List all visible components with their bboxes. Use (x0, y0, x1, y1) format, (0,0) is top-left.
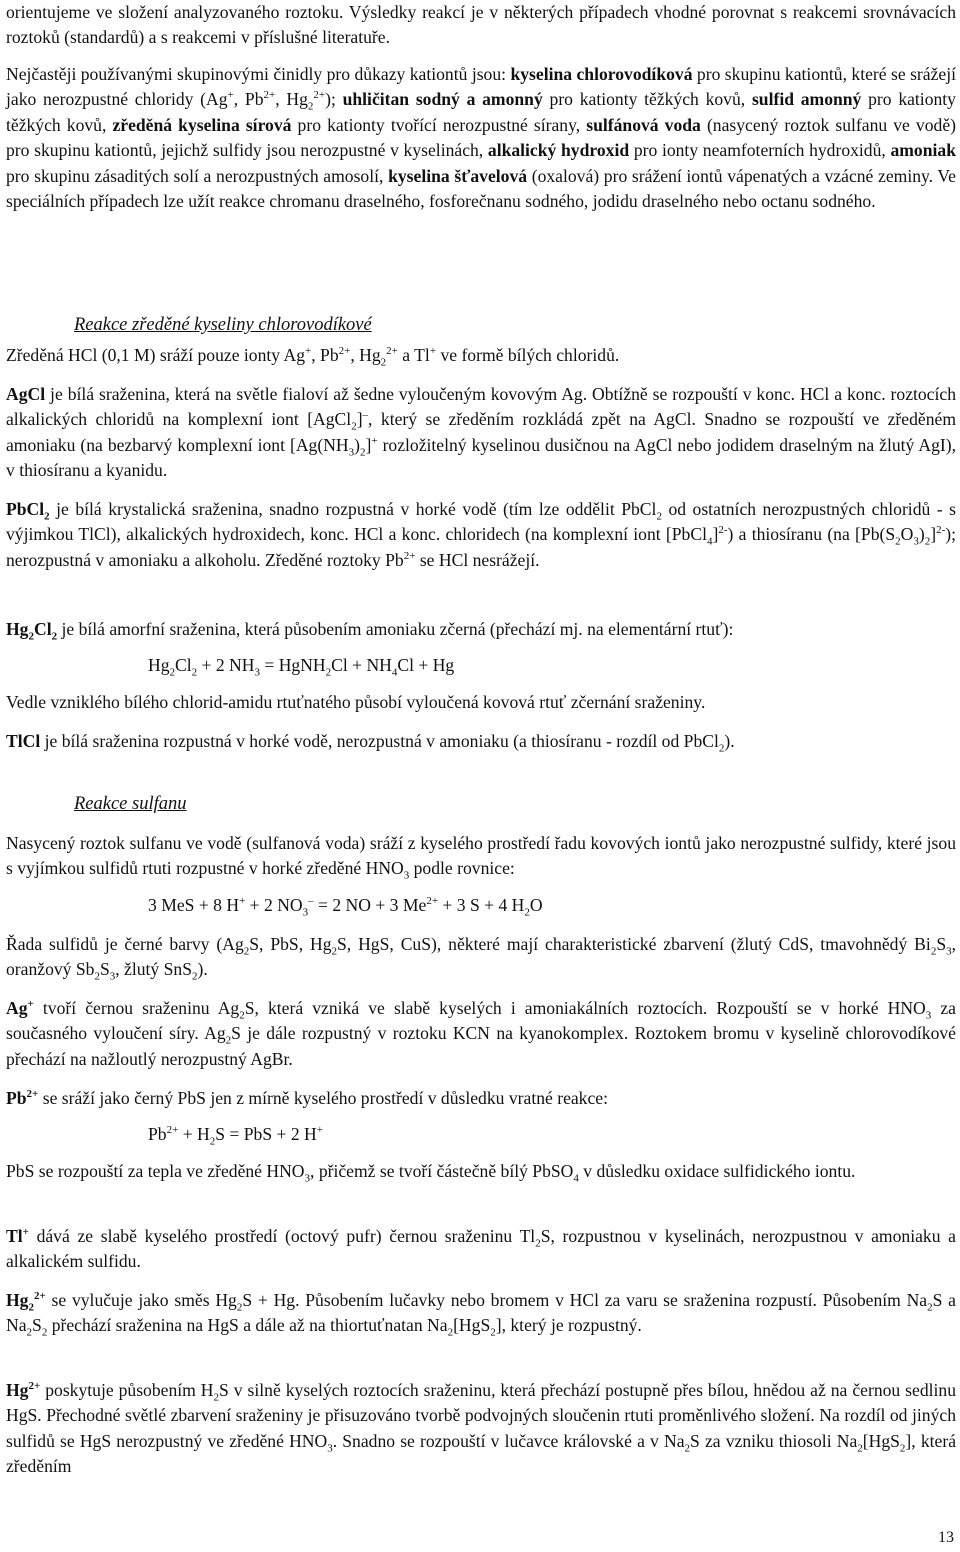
paragraph-group-reagents: Nejčastěji používanými skupinovými činidly pro důkazy kationtů jsou: kyselina chlorovodíková pro skupinu kationtů, které se srážejí jako nerozpustné chloridy (Ag+, $Pb^{2+}$, $Hg_2^{2+}$); uhličitan sodný a amonný pro kationty těžkých kovů, sulfid amonný pro kationty těžkých kovů, zředěná kyselina sírová pro kationty tvořící nerozpustné sírany, sulfánová voda (nasycený roztok sulfanu ve vodě) pro skupinu kationtů, jejichž sulfidy jsou nerozpustné v kyselinách, alkalický hydroxid pro ionty neamfoterních hydroxidů, amoniak pro skupinu zásaditých solí a nerozpustných amosolí, kyselina šťavelová (oxalová) pro srážení iontů vápenatých a vzácné zeminy. Ve speciálních případech lze užít reakce chromanu draselného, fosforečnanu sodného, jodidu draselného nebo octanu sodného. (6, 64, 956, 212)
section-heading-hcl: Reakce zředěné kyseliny chlorovodíkové (74, 315, 372, 335)
paragraph-sulfide-colors: Řada sulfidů je černé barvy ($Ag_2S$, PbS, $Hg_2S$, HgS, CuS), některé mají charakteristické zbarvení (žlutý CdS, tmavohnědý $Bi_2S_3$, oranžový $Sb_2S_3$, žlutý SnS$_2$). (6, 934, 957, 983)
paragraph-hg: $Hg^{2+}$ poskytuje působením $H_2S$ v silně kyselých roztocích sraženinu, která přechází postupně přes bílou, hnědou až na černou sedlinu HgS. Přechodné světlé zbarvení sraženiny je přisuzováno tvorbě podvojných sloučenin rtuti proměnlivého složení. Na rozdíl od jiných sulfidů se HgS nerozpustný ve zředěné $HNO_3$. Snadno se rozpouští v lučavce královské a v $Na_2S$ za vzniku thiosoli $Na_2[HgS_2]$, která zředěním (6, 1380, 957, 1477)
paragraph-sulfan-intro: Nasycený roztok sulfanu ve vodě (sulfanová voda) sráží z kyselého prostředí řadu kovových iontů jako nerozpustné sulfidy, které jsou s vyjímkou sulfidů rtuti rozpustné v horké zředěné $HNO_3$ podle rovnice: (6, 833, 956, 882)
paragraph-ag: Ag+ tvoří černou sraženinu $Ag_2S$, která vzniká ve slabě kyselých i amoniakálních roztocích. Rozpouští se v horké $HNO_3$ za současného vyloučení síry. $Ag_2S$ je dále rozpustný v roztoku KCN na kyanokomplex. Roztokem bromu v kyselině chlorovodíkové přechází na nažloutlý nerozpustný AgBr. (6, 998, 956, 1069)
page-number: 13 (938, 1529, 954, 1546)
paragraph-pbcl2: PbCl$_2$ je bílá krystalická sraženina, snadno rozpustná v horké vodě (tím lze oddělit PbCl$_2$ od ostatních nerozpustných chloridů - s výjimkou TlCl), alkalických hydroxidech, konc. HCl a konc. chloridech (na komplexní iont [PbCl$_4$]$^{2-}$) a thiosíranu (na $[Pb(S_2O_3)_2]^{2-}$); nerozpustná v amoniaku a alkoholu. Zředěné roztoky $Pb^{2+}$ se HCl nesrážejí. (6, 499, 956, 570)
paragraph-tlcl: TlCl je bílá sraženina rozpustná v horké vodě, nerozpustná v amoniaku (a thiosíranu - rozdíl od PbCl$_2$). (6, 731, 735, 755)
paragraph-hg2cl2: $Hg_2Cl_2$ je bílá amorfní sraženina, která působením amoniaku zčerná (přechází mj. na elementární rtuť): (6, 619, 734, 643)
equation-hg2cl2: $Hg_2Cl_2 + 2$ $NH_3$ = HgNH$_2$Cl + $NH_4Cl + Hg$ (148, 655, 455, 679)
paragraph-pbs: PbS se rozpouští za tepla ve zředěné $HNO_3$, přičemž se tvoří částečně bílý PbSO$_4$ v důsledku oxidace sulfidického iontu. (6, 1161, 856, 1185)
paragraph-hcl-intro: Zředěná HCl (0,1 M) sráží pouze ionty Ag+, $Pb^{2+}$, $Hg_2^{2+}$ a Tl+ ve formě bílých chloridů. (6, 345, 620, 369)
paragraph-hg-black: Vedle vzniklého bílého chlorid-amidu rtuťnatého působí vyloučená kovová rtuť zčernání sraženiny. (6, 692, 706, 712)
equation-pbs: $Pb^{2+} + H_2S$ = PbS + 2 H+ (148, 1124, 323, 1148)
paragraph-agcl: AgCl je bílá sraženina, která na světle fialoví až šedne vyloučeným kovovým Ag. Obtížně se rozpouští v konc. HCl a konc. roztocích alkalických chloridů na komplexní iont [AgCl$_2$]–, který se zředěním rozkládá zpět na AgCl. Snadno se rozpouští ve zředěném amoniaku (na bezbarvý komplexní iont $[Ag(NH_3)_2]^+$ rozložitelný kyselinou dusičnou na AgCl nebo jodidem draselným na žlutý AgI), v thiosíranu a kyanidu. (6, 384, 957, 481)
equation-mes: 3 MeS + 8 H+ + 2 $NO_3^- = 2$ NO + 3 $Me^{2+} + 3$ S + 4 $H_2O$ (148, 895, 543, 919)
section-heading-sulfan: Reakce sulfanu (74, 794, 187, 814)
paragraph-tl: Tl+ dává ze slabě kyselého prostředí (octový pufr) černou sraženinu $Tl_2S$, rozpustnou v kyselinách, nerozpustnou v amoniaku a alkalickém sulfidu. (6, 1226, 956, 1272)
paragraph-intro-tail: orientujeme ve složení analyzovaného roztoku. Výsledky reakcí je v některých případech vhodné porovnat s reakcemi srovnávacích roztoků (standardů) a s reakcemi v příslušné literatuře. (6, 2, 956, 48)
paragraph-pb: $Pb^{2+}$ se sráží jako černý PbS jen z mírně kyselého prostředí v důsledku vratné reakce: (6, 1088, 608, 1108)
paragraph-hg2: $Hg_2^{2+}$ se vylučuje jako směs $Hg_2S + Hg$. Působením lučavky nebo bromem v HCl za varu se sraženina rozpustí. Působením $Na_2S$ a $Na_2S_2$ přechází sraženina na HgS a dále až na thiortuťnatan $Na_2[HgS_2]$, který je rozpustný. (6, 1290, 956, 1339)
